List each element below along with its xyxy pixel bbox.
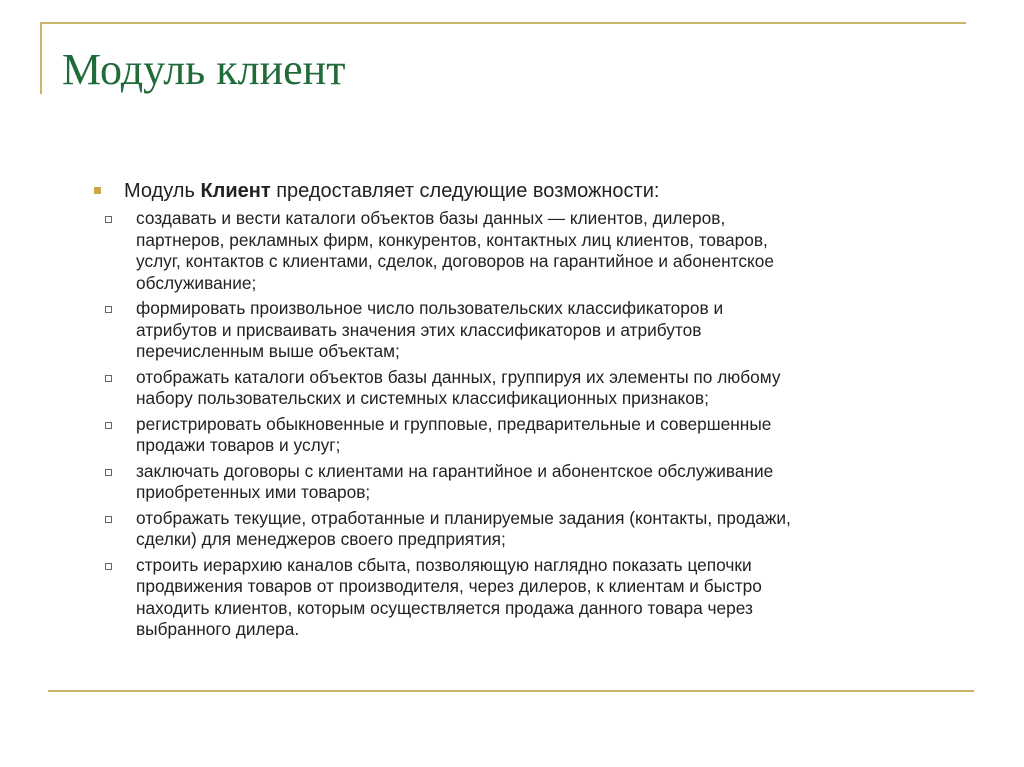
list-item-text: отображать текущие, отработанные и планируемые задания (контакты, продажи, сделки) для менеджеров своего предприятия; xyxy=(136,507,791,549)
slide-content xyxy=(94,178,974,645)
list-item xyxy=(136,508,974,551)
hollow-square-bullet-icon xyxy=(105,563,112,570)
intro-suffix: предоставляет следующие возможности: xyxy=(270,180,660,202)
slide-title: Модуль клиент xyxy=(62,45,346,94)
bottom-rule xyxy=(48,690,974,692)
list-item xyxy=(136,461,974,504)
list-item xyxy=(136,298,974,363)
hollow-square-bullet-icon xyxy=(105,516,112,523)
top-rule xyxy=(40,22,966,24)
hollow-square-bullet-icon xyxy=(105,216,112,223)
list-item-text: отображать каталоги объектов базы данных, группируя их элементы по любому набору пользовательских и системных классификационных признаков; xyxy=(136,366,781,408)
left-rule xyxy=(40,22,42,94)
intro-bold: Клиент xyxy=(200,180,271,202)
list-item xyxy=(136,208,974,294)
hollow-square-bullet-icon xyxy=(105,306,112,313)
list-item xyxy=(136,367,974,410)
intro-prefix: Модуль xyxy=(124,180,201,202)
hollow-square-bullet-icon xyxy=(105,422,112,429)
list-item-text: создавать и вести каталоги объектов базы данных — клиентов, дилеров, партнеров, рекламных фирм, конкурентов, контактных лиц клиентов, товаров, услуг, контактов с клиентами, сделок, договоров на гарантийное и абонентское обслуживание; xyxy=(136,208,774,293)
list-item-text: строить иерархию каналов сбыта, позволяющую наглядно показать цепочки продвижения товаров от производителя, через дилеров, к клиентам и быстро находить клиентов, которым осуществляется продажа данного товара через выбранного дилера. xyxy=(136,554,762,639)
list-item-text: регистрировать обыкновенные и групповые, предварительные и совершенные продажи товаров и услуг; xyxy=(136,413,772,455)
intro-paragraph xyxy=(94,178,974,204)
list-item-text: заключать договоры с клиентами на гарантийное и абонентское обслуживание приобретенных ими товаров; xyxy=(136,460,774,502)
list-item xyxy=(136,414,974,457)
filled-square-bullet-icon xyxy=(94,187,101,194)
list-item xyxy=(136,555,974,641)
hollow-square-bullet-icon xyxy=(105,375,112,382)
capabilities-list xyxy=(94,208,974,641)
hollow-square-bullet-icon xyxy=(105,469,112,476)
list-item-text: формировать произвольное число пользовательских классификаторов и атрибутов и присваивать значения этих классификаторов и атрибутов перечисленным выше объектам; xyxy=(136,298,724,361)
